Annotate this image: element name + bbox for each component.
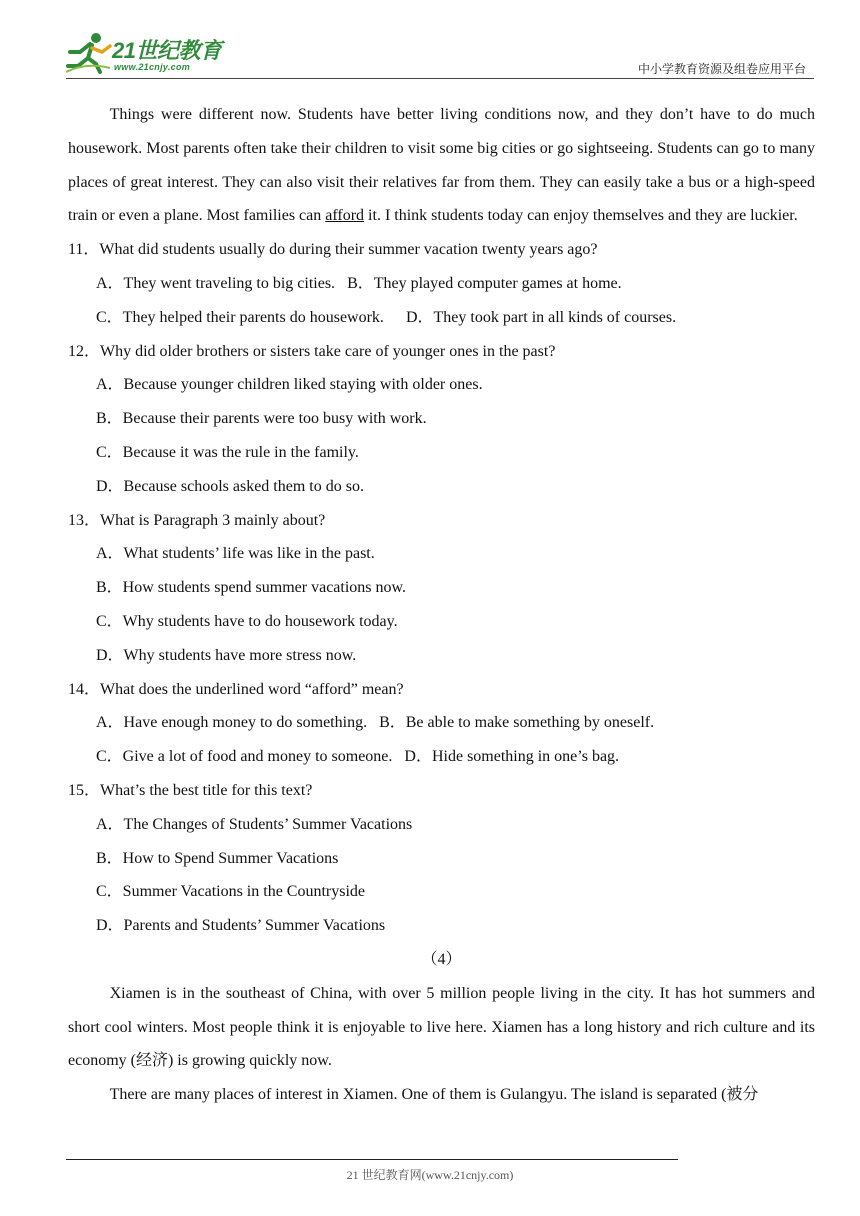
option: C．Summer Vacations in the Countryside: [96, 883, 366, 901]
option: D．They took part in all kinds of courses.: [405, 308, 677, 326]
option-row: [68, 301, 815, 335]
option: A．Have enough money to do something.: [96, 714, 368, 732]
page-header: [0, 0, 860, 80]
question-stem: 13．What is Paragraph 3 mainly about?: [68, 511, 326, 529]
footer-text: 21 世纪教育网(www.21cnjy.com): [346, 1168, 514, 1182]
footer-divider: [66, 1159, 678, 1160]
site-logo: [66, 32, 236, 78]
paragraph-text: it. I think students today can enjoy themselves and they are luckier.: [368, 207, 798, 225]
option: D．Parents and Students’ Summer Vacations: [96, 917, 386, 935]
question-stem: 12．Why did older brothers or sisters take care of younger ones in the past?: [68, 342, 556, 360]
platform-label: 中小学教育资源及组卷应用平台: [637, 62, 806, 76]
option: D．Why students have more stress now.: [96, 646, 357, 664]
logo-url: www.21cnjy.com: [114, 62, 191, 72]
passage-paragraph: [68, 98, 815, 233]
option: A．Because younger children liked staying with older ones.: [96, 376, 483, 394]
question-stem: 14．What does the underlined word “afford” mean?: [68, 680, 404, 698]
option: D．Hide something in one’s bag.: [404, 748, 620, 766]
section-number: （4）: [421, 950, 462, 968]
option: C．Give a lot of food and money to someone.: [96, 748, 393, 766]
option: C．Why students have to do housework today.: [96, 612, 398, 630]
option-row: [68, 740, 815, 774]
option: B．How students spend summer vacations now.: [96, 579, 407, 597]
question-stem: 15．What’s the best title for this text?: [68, 781, 313, 799]
passage-paragraph: Xiamen is in the southeast of China, with over 5 million people living in the city. It has hot summers and short cool winters. Most people think it is enjoyable to live here. Xiamen has a long history and rich culture and its economy (经济) is growing quickly now.: [68, 984, 815, 1070]
option: A．What students’ life was like in the past.: [96, 545, 375, 563]
option: B．Be able to make something by oneself.: [379, 714, 655, 732]
option-row: [68, 706, 815, 740]
option-row: [68, 267, 815, 301]
option: D．Because schools asked them to do so.: [96, 477, 364, 495]
option: C．They helped their parents do housework.: [96, 308, 384, 326]
logo-wordmark: 21世纪教育: [112, 38, 222, 63]
underlined-word: afford: [325, 207, 365, 225]
option: B．How to Spend Summer Vacations: [96, 849, 339, 867]
document-body: [68, 98, 815, 1112]
passage-paragraph: There are many places of interest in Xiamen. One of them is Gulangyu. The island is separated (被分: [109, 1086, 759, 1104]
option: A．The Changes of Students’ Summer Vacations: [96, 815, 413, 833]
question-stem: 11．What did students usually do during their summer vacation twenty years ago?: [68, 241, 598, 259]
option: B．Because their parents were too busy with work.: [96, 410, 427, 428]
paragraph-text: Things were different now. Students have better living conditions now, and they don’t have to do much housework. Most parents often take their children to visit some big cities or go sightseeing. Students can go to many places of great interest. They can also visit their relatives far from them. They can easily take a bus or a high-speed train or even a plane. Most families can: [68, 106, 815, 225]
runner-logo-icon: [66, 32, 112, 74]
option: A．They went traveling to big cities.: [96, 274, 336, 292]
option: B．They played computer games at home.: [347, 274, 622, 292]
header-divider: [66, 78, 814, 79]
option: C．Because it was the rule in the family.: [96, 443, 359, 461]
